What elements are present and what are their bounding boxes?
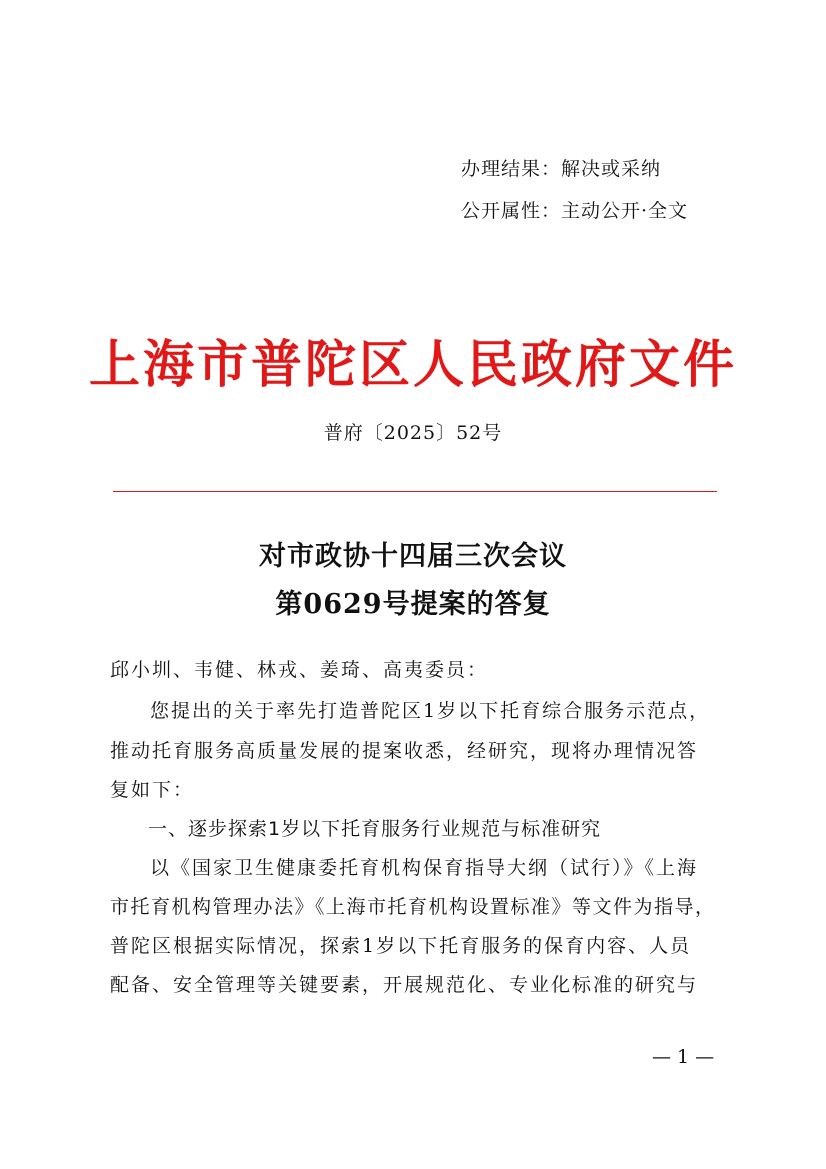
disclosure-attribute: 公开属性：主动公开·全文 (461, 200, 689, 222)
document-title-line-2: 第0629号提案的答复 (275, 589, 551, 620)
paragraph-line: 市托育机构管理办法》《上海市托育机构设置标准》等文件为指导， (110, 896, 716, 918)
document-number: 普府〔2025〕52号 (323, 422, 503, 444)
document-title-line-1: 对市政协十四届三次会议 (259, 541, 567, 572)
issuer-header: 上海市普陀区人民政府文件 (88, 335, 737, 395)
paragraph-line: 您提出的关于率先打造普陀区1岁以下托育综合服务示范点， (150, 700, 711, 722)
paragraph-line: 以《国家卫生健康委托育机构保育指导大纲（试行）》《上海 (150, 857, 699, 879)
paragraph-line: 普陀区根据实际情况，探索1岁以下托育服务的保育内容、人员 (110, 935, 692, 957)
paragraph-line: 复如下： (110, 779, 195, 801)
handling-result: 办理结果：解决或采纳 (461, 158, 662, 180)
paragraph-line: 配备、安全管理等关键要素，开展规范化、专业化标准的研究与 (110, 974, 699, 996)
page-number: — 1 — (652, 1046, 715, 1068)
red-divider (113, 491, 717, 492)
paragraph-line: 推动托育服务高质量发展的提案收悉，经研究，现将办理情况答 (110, 740, 699, 762)
section-heading: 一、逐步探索1岁以下托育服务行业规范与标准研究 (148, 818, 602, 840)
salutation: 邱小圳、韦健、林戎、姜琦、高夷委员： (110, 659, 489, 681)
